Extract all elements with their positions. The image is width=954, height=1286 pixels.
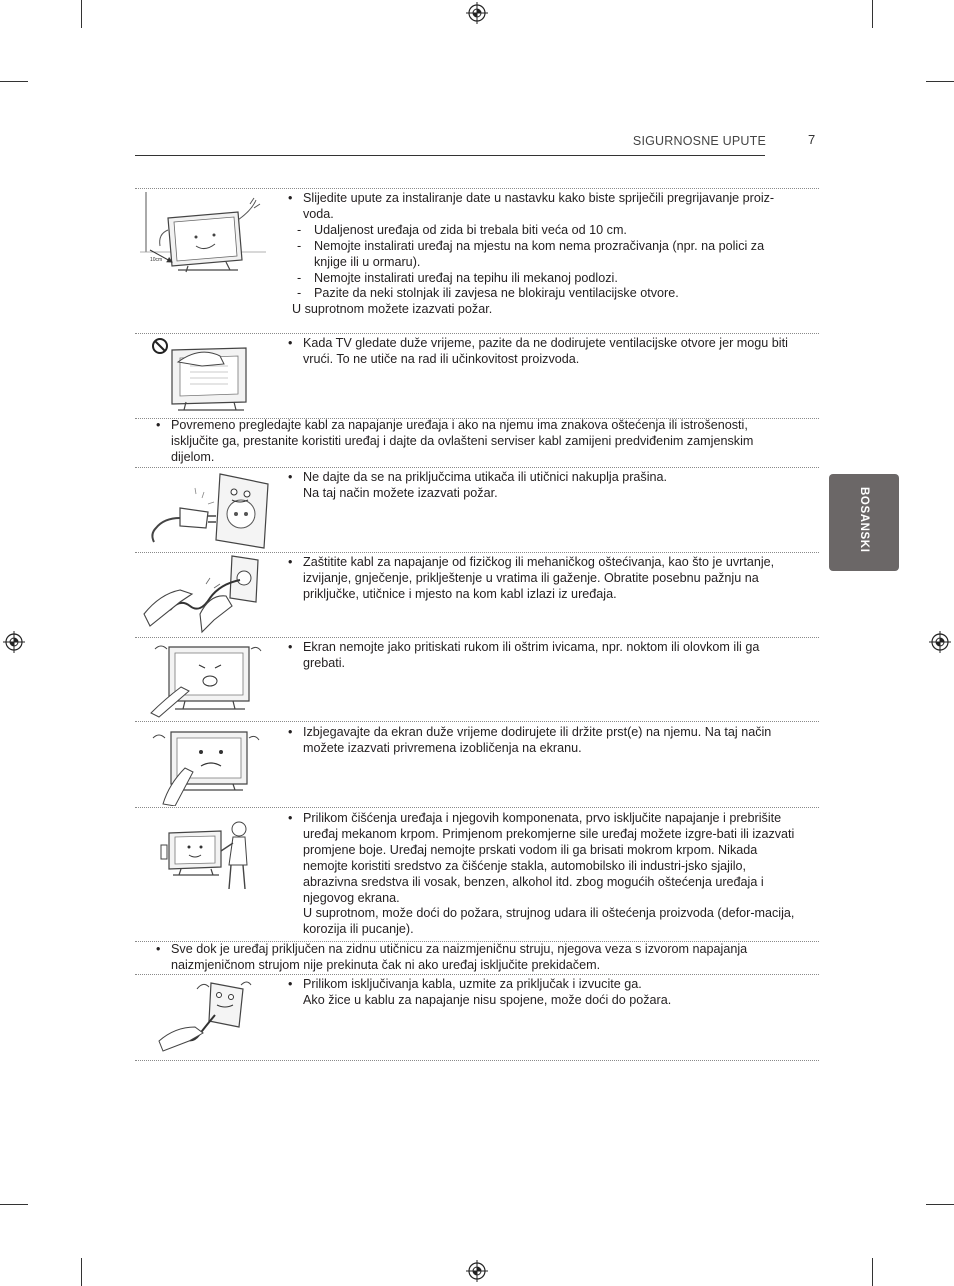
screen-press-illustration	[145, 639, 265, 719]
crop-mark	[872, 0, 873, 28]
crop-mark	[81, 0, 82, 28]
page-number: 7	[808, 132, 816, 147]
ventilation-subitem: Pazite da neki stolnjak ili zavjesa ne blokiraju ventilacijske otvore.	[314, 286, 679, 301]
dust-bullet: Ne dajte da se na priključcima utikača ili utičnici nakuplja prašina.	[303, 470, 668, 484]
distance-label: 10cm	[150, 257, 163, 263]
ventilation-instructions: • Slijedite upute za instaliranje date u nastavku kako biste spriječili pregrijavanje proiz-voda. - Udaljenost uređaja od zida bi trebala biti veća od 10 cm. - Nemojte instalirati uređaj na mjestu na kom nema prozračivanja (npr. na polici za knjige ili u ormaru). - Nemojte instalirati uređaj na tepihu ili mekanoj podlozi. - Pazite da neki stolnjak ili zavjesa ne blokiraju ventilacijske otvore. U suprotnom možete izazvati požar.	[288, 191, 798, 318]
dust-warning: • Ne dajte da se na priključcima utikača ili utičnici nakuplja prašina. Na taj način možete izazvati požar.	[288, 470, 798, 502]
ventilation-subitem: Nemojte instalirati uređaj na tepihu ili mekanoj podlozi.	[314, 270, 618, 285]
ventilation-note: U suprotnom možete izazvati požar.	[292, 302, 493, 317]
registration-mark-icon	[466, 1260, 488, 1282]
language-tab-label: BOSANSKI	[858, 487, 870, 553]
cable-check-warning: • Povremeno pregledajte kabl za napajanje uređaja i ako na njemu ima znakova oštećenja ili istrošenosti, isključite ga, prestanite koristiti uređaj i dajte da ovlašteni serviser kabl zamijeni predviđenim zamjenskim dijelom.	[156, 418, 754, 464]
ventilation-subitem: Nemojte instalirati uređaj na mjestu na kom nema prozračivanja (npr. na polici za knjige ili u ormaru).	[314, 238, 765, 269]
ac-power-warning: • Sve dok je uređaj priključen na zidnu utičnicu za naizmjeničnu struju, njegova veza s izvorom napajanja naizmjeničnom strujom nije prekinuta čak ni ako uređaj isključite prekidačem.	[156, 942, 748, 972]
unplug-note: Ako žice u kablu za napajanje nisu spojene, može doći do požara.	[303, 992, 672, 1007]
dust-note: Na taj način možete izazvati požar.	[303, 485, 498, 500]
cleaning-illustration	[155, 815, 265, 893]
ventilation-subitem: Udaljenost uređaja od zida bi trebala biti veća od 10 cm.	[314, 222, 627, 237]
section-divider	[135, 721, 819, 722]
unplug-illustration	[155, 977, 255, 1055]
ac-power-bullet: Sve dok je uređaj priključen na zidnu utičnicu za naizmjeničnu struju, njegova veza s izvorom napajanja naizmjeničnom strujom nije prekinuta čak ni ako uređaj isključite prekidačem.	[171, 942, 748, 972]
ventilation-bullet: Slijedite upute za instaliranje date u nastavku kako biste spriječili pregrijavanje proiz-voda.	[303, 191, 775, 221]
crop-mark	[0, 1204, 28, 1205]
crop-mark	[926, 1204, 954, 1205]
dusty-plug-illustration	[146, 470, 276, 552]
unplug-bullet: Prilikom isključivanja kabla, uzmite za priključak i izvucite ga.	[303, 977, 642, 991]
section-divider	[135, 333, 819, 334]
no-touch-vents-illustration	[150, 336, 260, 414]
section-divider	[135, 188, 819, 189]
hot-vents-bullet: Kada TV gledate duže vrijeme, pazite da ne dodirujete ventilacijske otvore jer mogu biti vrući. To ne utiče na rad ili učinkovitost proizvoda.	[303, 336, 788, 366]
language-tab	[829, 474, 899, 571]
section-title: SIGURNOSNE UPUTE	[632, 134, 766, 148]
screen-touch-bullet: Izbjegavajte da ekran duže vrijeme dodirujete ili držite prst(e) na njemu. Na taj način možete izazvati privremena izobličenja na ekranu.	[303, 725, 772, 755]
crop-mark	[81, 1258, 82, 1286]
cleaning-instructions: • Prilikom čišćenja uređaja i njegovih komponenata, prvo isključite napajanje i prebrišite uređaj mekanom krpom. Primjenom prekomjerne sile uređaj možete izgre-bati ili izazvati promjene boje. Uređaj nemojte prskati vodom ili ga brisati mokrom krpom. Nikada nemojte koristiti sredstvo za čišćenje stakla, automobilsko ili industri-jsko sjajilo, abrazivna sredstva ili vosak, benzen, alkohol itd. zbog mogućih oštećenja uređaja i njegovog ekrana. U suprotnom, može doći do požara, strujnog udara ili oštećenja proizvoda (defor-macija, korozija ili pucanje).	[288, 811, 798, 938]
section-divider	[135, 807, 819, 808]
cleaning-bullet: Prilikom čišćenja uređaja i njegovih komponenata, prvo isključite napajanje i prebrišite uređaj mekanom krpom. Primjenom prekomjerne sile uređaj možete izgre-bati ili izazvati promjene boje. Uređaj nemojte prskati vodom ili ga brisati mokrom krpom. Nikada nemojte koristiti sredstvo za čišćenje stakla, automobilsko ili industri-jsko sjajilo, abrazivna sredstva ili vosak, benzen, alkohol itd. zbog mogućih oštećenja uređaja i njegovog ekrana.	[303, 811, 795, 905]
crop-mark	[872, 1258, 873, 1286]
tv-wall-distance-illustration	[138, 190, 268, 275]
section-divider	[135, 1060, 819, 1061]
registration-mark-icon	[3, 631, 25, 653]
registration-mark-icon	[466, 2, 488, 24]
crop-mark	[926, 81, 954, 82]
cable-protect-bullet: Zaštitite kabl za napajanje od fizičkog ili mehaničkog oštećivanja, kao što je uvrtanje, izvijanje, gnječenje, priklještenje u vratima ili gaženje. Obratite posebnu pažnju na priključke, utičnice i mjesto na kom kabl izlazi iz uređaja.	[303, 555, 775, 601]
screen-press-warning: • Ekran nemojte jako pritiskati rukom ili oštrim ivicama, npr. noktom ili olovkom ili ga grebati.	[288, 640, 760, 670]
cable-protect-warning: • Zaštitite kabl za napajanje od fizičkog ili mehaničkog oštećivanja, kao što je uvrtanje, izvijanje, gnječenje, priklještenje u vratima ili gaženje. Obratite posebnu pažnju na priključke, utičnice i mjesto na kom kabl izlazi iz uređaja.	[288, 555, 775, 601]
section-divider	[135, 552, 819, 553]
section-divider	[135, 974, 819, 975]
cable-protection-illustration	[140, 554, 265, 636]
cable-check-bullet: Povremeno pregledajte kabl za napajanje uređaja i ako na njemu ima znakova oštećenja ili istrošenosti, isključite ga, prestanite koristiti uređaj i dajte da ovlašteni serviser kabl zamijeni predviđenim zamjenskim dijelom.	[171, 418, 754, 464]
header-rule	[135, 155, 765, 156]
screen-touch-warning: • Izbjegavajte da ekran duže vrijeme dodirujete ili držite prst(e) na njemu. Na taj način možete izazvati privremena izobličenja na ekranu.	[288, 725, 772, 755]
registration-mark-icon	[929, 631, 951, 653]
screen-press-bullet: Ekran nemojte jako pritiskati rukom ili oštrim ivicama, npr. noktom ili olovkom ili ga grebati.	[303, 640, 760, 670]
unplug-instructions: • Prilikom isključivanja kabla, uzmite za priključak i izvucite ga. Ako žice u kablu za napajanje nisu spojene, može doći do požara.	[288, 977, 798, 1009]
section-divider	[135, 467, 819, 468]
crop-mark	[0, 81, 28, 82]
cleaning-note: U suprotnom, može doći do požara, strujnog udara ili oštećenja proizvoda (defor-macija, korozija ili pucanje).	[303, 906, 795, 937]
hot-vents-warning: • Kada TV gledate duže vrijeme, pazite da ne dodirujete ventilacijske otvore jer mogu biti vrući. To ne utiče na rad ili učinkovitost proizvoda.	[288, 336, 788, 366]
screen-touch-illustration	[145, 724, 265, 806]
section-divider	[135, 637, 819, 638]
